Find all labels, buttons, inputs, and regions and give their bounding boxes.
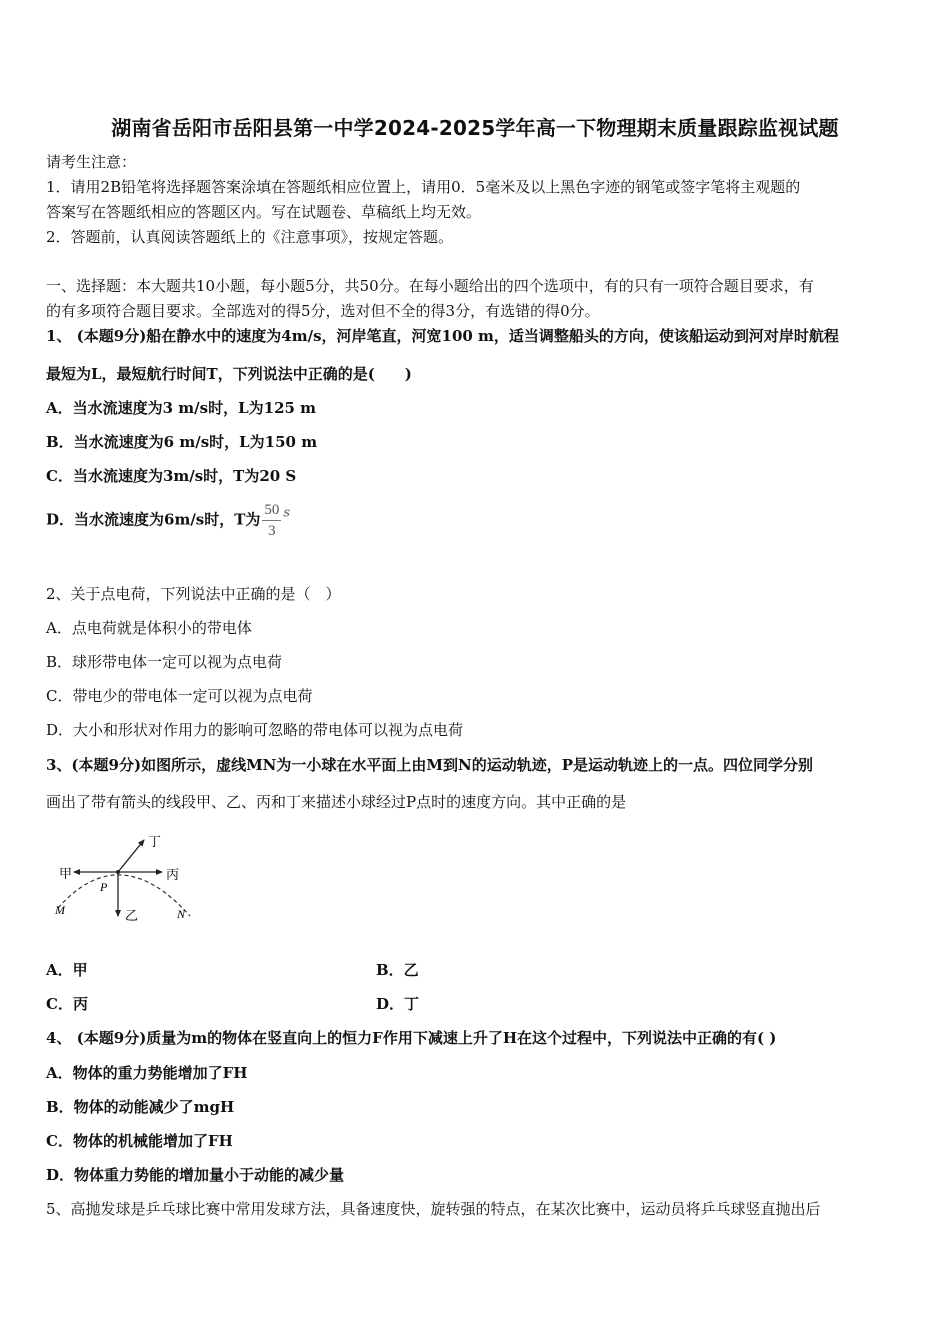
q2-option-b: B．球形带电体一定可以视为点电荷	[46, 653, 283, 671]
q1-option-d	[46, 500, 290, 541]
section1-line2: 的有多项符合题目要求。全部选对的得5分，选对但不全的得3分，有选错的得0分。	[46, 302, 600, 320]
label-n: N	[177, 907, 186, 921]
q1-stem-line1: 1、 (本题9分)船在静水中的速度为4m/s，河岸笔直，河宽100 m，适当调整船头的方向，使该船运动到河对岸时航程	[46, 327, 839, 345]
q1-option-a: A．当水流速度为3 m/s时，L为125 m	[46, 399, 317, 417]
q2-stem: 2、关于点电荷，下列说法中正确的是（ ）	[46, 585, 341, 603]
q4-option-c: C．物体的机械能增加了FH	[46, 1132, 233, 1150]
notice-item1-line1: 1．请用2B铅笔将选择题答案涂填在答题纸相应位置上，请用0．5毫米及以上黑色字迹的钢笔或签字笔将主观题的	[46, 178, 801, 196]
q3-stem-line2: 画出了带有箭头的线段甲、乙、丙和丁来描述小球经过P点时的速度方向。其中正确的是	[46, 793, 627, 811]
notice-item2: 2．答题前，认真阅读答题纸上的《注意事项》，按规定答题。	[46, 228, 454, 246]
q1-option-c: C．当水流速度为3m/s时，T为20 S	[46, 467, 297, 485]
q1-stem-line2: 最短为L，最短航行时间T，下列说法中正确的是( )	[46, 365, 412, 383]
q1-option-d-fraction	[262, 500, 281, 541]
label-ding: 丁	[148, 835, 162, 850]
notice-heading: 请考生注意：	[46, 153, 137, 171]
label-p: P	[100, 880, 108, 894]
q3-trajectory-diagram	[50, 828, 200, 928]
label-m: M	[55, 903, 65, 917]
q4-option-b: B．物体的动能减少了mgH	[46, 1098, 235, 1116]
q4-option-a: A．物体的重力势能增加了FH	[46, 1064, 248, 1082]
q3-stem-line1: 3、(本题9分)如图所示，虚线MN为一小球在水平面上由M到N的运动轨迹，P是运动轨迹上的一点。四位同学分别	[46, 756, 813, 774]
q5-stem-line1: 5、高抛发球是乒乓球比赛中常用发球方法，具备速度快，旋转强的特点，在某次比赛中，运动员将乒乓球竖直抛出后	[46, 1200, 821, 1218]
label-jia: 甲	[59, 867, 73, 882]
q2-option-a: A．点电荷就是体积小的带电体	[46, 619, 252, 637]
q1-option-d-text: D．当水流速度为6m/s时，T为	[46, 510, 261, 529]
q2-option-d: D．大小和形状对作用力的影响可忽略的带电体可以视为点电荷	[46, 721, 464, 739]
section1-line1: 一、选择题：本大题共10小题，每小题5分，共50分。在每小题给出的四个选项中，有的只有一项符合题目要求，有	[46, 277, 814, 295]
q3-option-c: C．丙	[46, 995, 88, 1013]
fraction-denominator: 3	[268, 523, 276, 539]
fraction-numerator: 50	[262, 500, 281, 521]
q2-option-c: C．带电少的带电体一定可以视为点电荷	[46, 687, 313, 705]
q3-option-d: D．丁	[376, 995, 420, 1013]
point-p-dot	[116, 870, 120, 874]
arrow-ding	[118, 840, 144, 872]
notice-item1-line2: 答案写在答题纸相应的答题区内。写在试题卷、草稿纸上均无效。	[46, 203, 482, 221]
q3-option-b: B．乙	[376, 961, 419, 979]
label-yi: 乙	[125, 909, 139, 924]
label-bing: 丙	[166, 868, 180, 883]
q1-option-d-unit: s	[283, 505, 291, 521]
q4-stem: 4、 (本题9分)质量为m的物体在竖直向上的恒力F作用下减速上升了H在这个过程中，下列说法中正确的有( )	[46, 1029, 777, 1047]
q1-option-b: B．当水流速度为6 m/s时，L为150 m	[46, 433, 318, 451]
page-title: 湖南省岳阳市岳阳县第一中学2024-2025学年高一下物理期末质量跟踪监视试题	[111, 116, 839, 140]
q4-option-d: D．物体重力势能的增加量小于动能的减少量	[46, 1166, 345, 1184]
q3-option-a: A．甲	[46, 961, 88, 979]
